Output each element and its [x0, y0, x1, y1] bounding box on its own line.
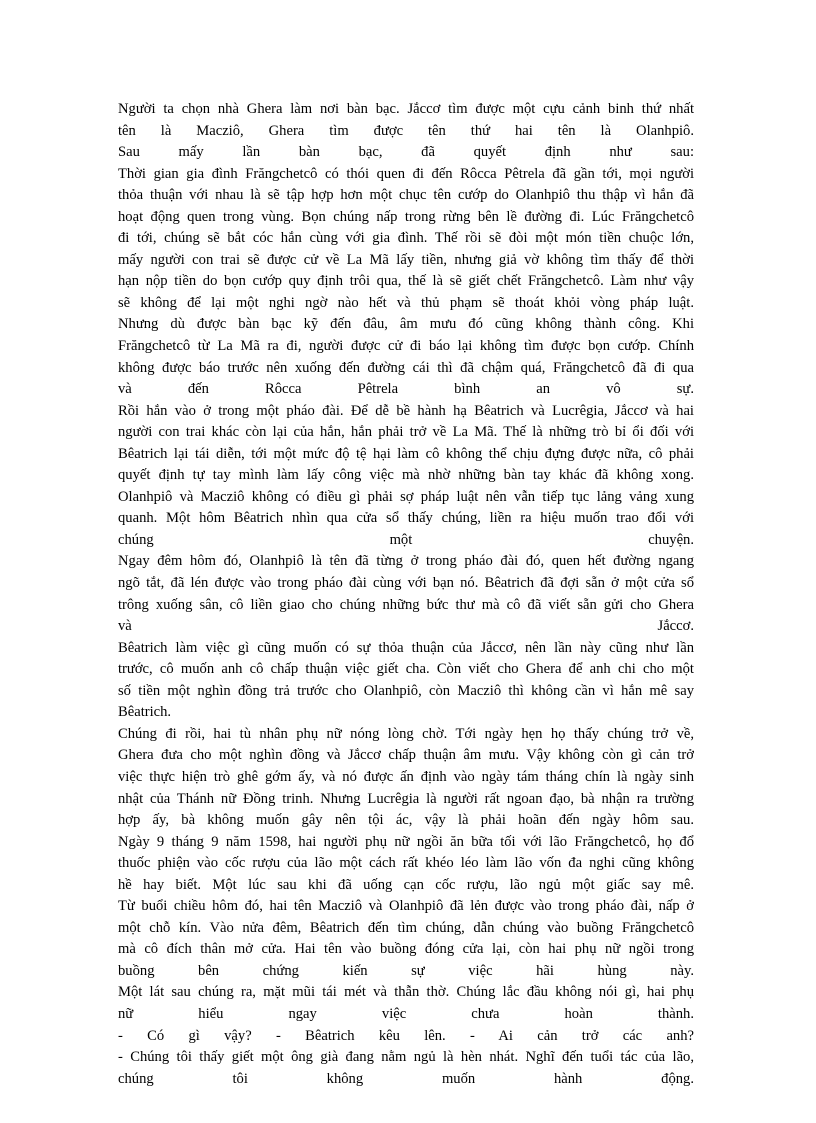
text-line: - Chúng tôi thấy giết một ông già đang nằm ngủ là hèn nhát. Nghĩ đến tuổi tác của lão,: [118, 1049, 694, 1066]
text-line: nữ hiểu ngay việc chưa hoàn thành.: [118, 1005, 694, 1022]
text-line: tên là Macziô, Ghera tìm được tên thứ hai tên là Olanhpiô.: [118, 122, 694, 139]
text-line: và Jắccơ.: [118, 618, 694, 635]
text-line: Frăngchetcô từ La Mã ra đi, người được cử đi báo lại không tìm được bọn cướp. Chính: [118, 338, 694, 355]
text-line: Một lát sau chúng ra, mặt mũi tái mét và thẫn thờ. Chúng lắc đầu không nói gì, hai phụ: [118, 984, 694, 1001]
text-line: hề hay biết. Một lúc sau khi đã uống cạn cốc rượu, lão ngủ một giấc say mê.: [118, 876, 694, 893]
text-line: mấy người con trai sẽ được cử về La Mã lấy tiền, nhưng giả vờ không tìm thấy để thời: [118, 251, 694, 268]
text-line: buồng bên chứng kiến sự việc hãi hùng này.: [118, 962, 694, 979]
text-line: Từ buổi chiều hôm đó, hai tên Macziô và Olanhpiô đã lẻn được vào trong pháo đài, nấp ở: [118, 898, 694, 915]
text-line: Chúng đi rồi, hai tù nhân phụ nữ nóng lòng chờ. Tới ngày hẹn họ thấy chúng trở về,: [118, 725, 694, 742]
text-line: Olanhpiô và Macziô không có điều gì phải sợ pháp luật nên vẫn tiếp tục lảng vảng xung: [118, 488, 694, 505]
text-line: Sau mấy lần bàn bạc, đã quyết định như sau:: [118, 144, 694, 161]
text-line: Ngày 9 tháng 9 năm 1598, hai người phụ nữ ngồi ăn bữa tối với lão Frăngchetcô, họ đổ: [118, 833, 694, 850]
text-line: hoạt động quen trong vùng. Bọn chúng nấp trong rừng bên lề đường đi. Lúc Frăngchetcô: [118, 208, 694, 225]
document-page: [118, 99, 694, 1090]
text-line: ngõ tắt, đã lén được vào trong pháo đài cùng với bạn nó. Bêatrich đã đợi sẵn ở một cửa sổ: [118, 575, 694, 592]
text-line: trước, cô muốn anh cô chấp thuận việc giết cha. Còn viết cho Ghera để anh chi cho một: [118, 661, 694, 678]
text-line: chúng tôi không muốn hành động.: [118, 1070, 694, 1087]
text-line: - Có gì vậy? - Bêatrich kêu lên. - Ai cản trở các anh?: [118, 1027, 694, 1044]
text-line: Bêatrich lại tái diễn, tới một mức độ tệ hại làm cô không thể chịu đựng được nữa, cô phải: [118, 445, 694, 462]
text-line: sẽ không để lại một nghi ngờ nào hết và thủ phạm sẽ thoát khỏi vòng pháp luật.: [118, 294, 694, 311]
text-line: chúng một chuyện.: [118, 531, 694, 548]
text-line: việc thực hiện trò ghê gớm ấy, và nó được ấn định vào ngày tám tháng chín là ngày sinh: [118, 768, 694, 785]
text-line: thuốc phiện vào cốc rượu của lão một cách rất khéo léo làm lão vốn đa nghi cũng không: [118, 855, 694, 872]
text-line: không được báo trước nên xuống đến đường cái thì đã chậm quá, Frăngchetcô đã đi qua: [118, 359, 694, 376]
text-line: Người ta chọn nhà Ghera làm nơi bàn bạc. Jắccơ tìm được một cựu cảnh binh thứ nhất: [118, 101, 694, 117]
text-line: trông xuống sân, cô liền giao cho chúng những bức thư mà cô đã viết sẵn gửi cho Ghera: [118, 596, 694, 613]
text-line: quyết định tự tay mình làm lấy công việc mà nhờ những bàn tay khác đã không xong.: [118, 467, 694, 484]
text-line: nhật của Thánh nữ Đồng trinh. Nhưng Lucrêgia là người rất ngoan đạo, bà nhận ra trường: [118, 790, 694, 807]
text-line: hợp ấy, bà không muốn gây nên tội ác, vậy là phải hoãn đến ngày hôm sau.: [118, 812, 694, 829]
text-line: Thời gian gia đình Frăngchetcô có thói quen đi đến Rôcca Pêtrela đã gần tới, mọi người: [118, 165, 694, 182]
text-line: Bêatrich.: [118, 704, 172, 721]
text-line: số tiền một nghìn đồng trả trước cho Olanhpiô, còn Macziô thì không cần vì hắn mê say: [118, 682, 694, 699]
text-line: hạn nộp tiền do bọn cướp quy định trôi qua, thế là sẽ giết chết Frăngchetcô. Làm như vậy: [118, 273, 694, 290]
text-line: Ngay đêm hôm đó, Olanhpiô là tên đã từng ở trong pháo đài đó, quen hết đường ngang: [118, 553, 694, 570]
text-line: thỏa thuận với nhau là sẽ tập hợp hơn một chục tên cướp do Olanhpiô thu thập vì hắn đã: [118, 187, 694, 204]
text-line: đi tới, chúng sẽ bắt cóc hắn cùng với gia đình. Thế rồi sẽ đòi một món tiền chuộc lớn,: [118, 230, 694, 247]
text-line: Nhưng dù được bàn bạc kỹ đến đâu, âm mưu đó cũng không thành công. Khi: [118, 316, 694, 333]
text-line: quanh. Một hôm Bêatrich nhìn qua cửa sổ thấy chúng, liền ra hiệu muốn trao đổi với: [118, 510, 694, 527]
text-line: một chỗ kín. Vào nửa đêm, Bêatrich đến tìm chúng, dẫn chúng vào buồng Frăngchetcô: [118, 919, 694, 936]
text-line: và đến Rôcca Pêtrela bình an vô sự.: [118, 381, 694, 398]
text-line: Ghera đưa cho một nghìn đồng và Jắccơ chấp thuận âm mưu. Vậy không còn gì cản trở: [118, 747, 694, 764]
text-line: Bêatrich làm việc gì cũng muốn có sự thỏa thuận của Jắccơ, nên lần này cũng như lần: [118, 639, 694, 656]
text-line: người con trai khác còn lại của hắn, hắn phải trở về La Mã. Thế là những trò bỉ ổi đối với: [118, 424, 694, 441]
text-line: Rồi hắn vào ở trong một pháo đài. Để dễ bề hành hạ Bêatrich và Lucrêgia, Jắccơ và hai: [118, 402, 694, 419]
text-line: mà cô đích thân mở cửa. Hai tên vào buồng đóng cửa lại, còn hai phụ nữ ngồi trong: [118, 941, 694, 958]
